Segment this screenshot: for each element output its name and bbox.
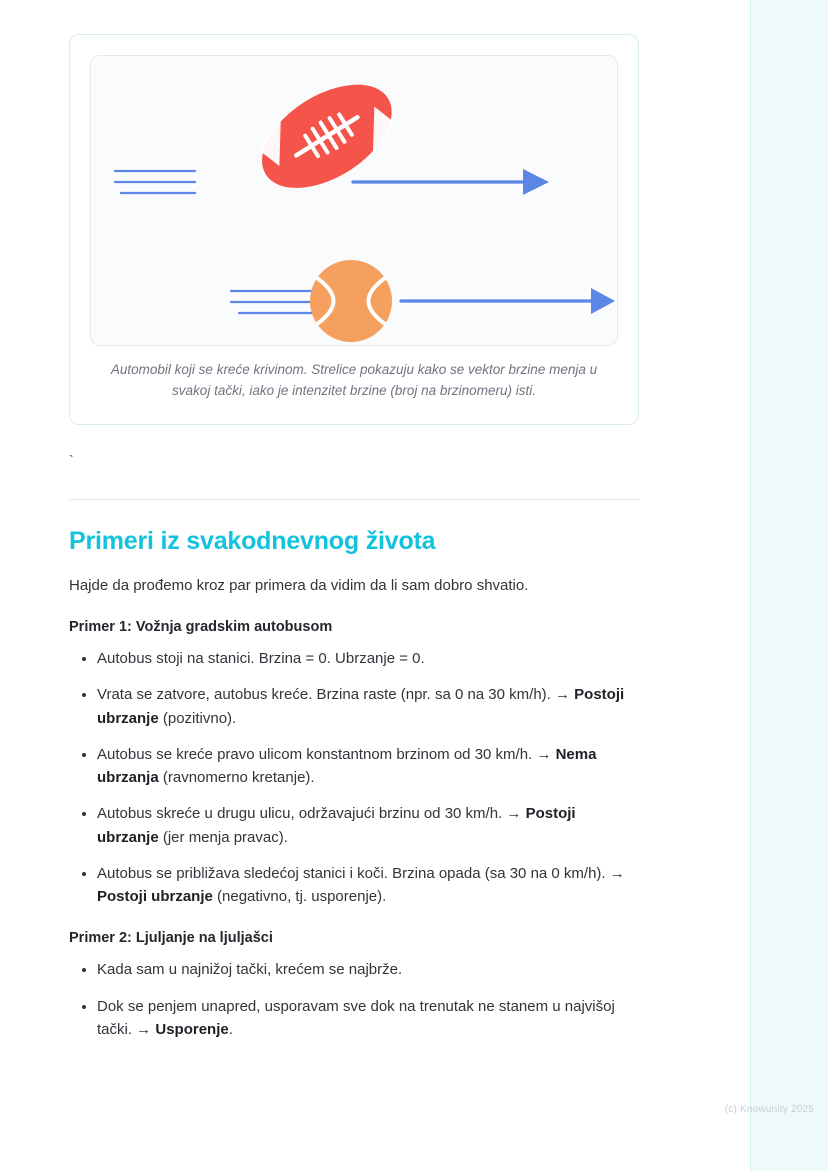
list-item-text: Dok se penjem unapred, usporavam sve dok na trenutak ne stanem u najvišoj tački. → (97, 997, 615, 1038)
list-item (97, 862, 639, 909)
list-item-text: Autobus skreće u drugu ulicu, održavajući brzinu od 30 km/h. → (97, 805, 526, 823)
list-item (97, 743, 639, 790)
right-side-panel (750, 0, 828, 1171)
arrow-right-icon-bottom (401, 288, 615, 314)
list-item-bold: Nema ubrzanja (97, 745, 597, 787)
football-icon (244, 63, 410, 209)
motion-lines-icon (115, 171, 195, 193)
document-content (69, 0, 639, 1041)
tennis-ball-icon (310, 260, 392, 342)
list-item (97, 958, 639, 981)
figure-card (69, 34, 639, 425)
list-item-text: Kada sam u najnižoj tački, krećem se najbrže. (97, 961, 403, 979)
list-item (97, 647, 639, 670)
example-1-list (69, 647, 639, 908)
example-2-heading: Primer 2: Ljuljanje na ljuljašci (69, 930, 273, 947)
stray-backtick: ` (69, 451, 74, 468)
list-item-bold: Postoji ubrzanje (97, 888, 213, 906)
figure-svg (91, 56, 618, 346)
list-item-text: Autobus stoji na stanici. Brzina = 0. Ubrzanje = 0. (97, 650, 425, 668)
example-2-list (69, 958, 639, 1041)
arrow-right-icon-top (353, 169, 549, 195)
list-item-text-post: (pozitivno). (158, 709, 237, 727)
section-divider (69, 499, 639, 500)
list-item-text-post: (jer menja pravac). (158, 828, 288, 846)
list-item-bold: Postoji ubrzanje (97, 805, 576, 846)
figure-caption: Automobil koji se kreće krivinom. Strelice pokazuju kako se vektor brzine menja u svakoj tački, iako je intenzitet brzine (broj na brzinomeru) isti. (110, 362, 598, 398)
list-item-bold: Postoji ubrzanje (97, 686, 625, 727)
list-item-text-post: (negativno, tj. usporenje). (212, 888, 387, 906)
motion-lines-icon-bottom (231, 291, 317, 313)
list-item-text-post: (ravnomerno kretanje). (158, 769, 315, 787)
figure-illustration (90, 55, 618, 346)
list-item-text: Autobus se približava sledećoj stanici i koči. Brzina opada (sa 30 na 0 km/h). → (97, 864, 625, 882)
list-item (97, 995, 639, 1042)
copyright-note: (c) Knowunity 2025 (724, 1104, 814, 1115)
page-title: Primeri iz svakodnevnog života (69, 526, 436, 555)
section-intro-text: Hajde da prođemo kroz par primera da vidim da li sam dobro shvatio. (69, 576, 529, 594)
example-1-heading: Primer 1: Vožnja gradskim autobusom (69, 619, 333, 636)
list-item-text: Autobus se kreće pravo ulicom konstantnom brzinom od 30 km/h. → (97, 745, 556, 763)
list-item-text-post: . (228, 1020, 233, 1038)
list-item-text: Vrata se zatvore, autobus kreće. Brzina raste (npr. sa 0 na 30 km/h). → (97, 686, 575, 704)
list-item-bold: Usporenje (155, 1020, 229, 1038)
list-item (97, 683, 639, 730)
list-item (97, 802, 639, 849)
